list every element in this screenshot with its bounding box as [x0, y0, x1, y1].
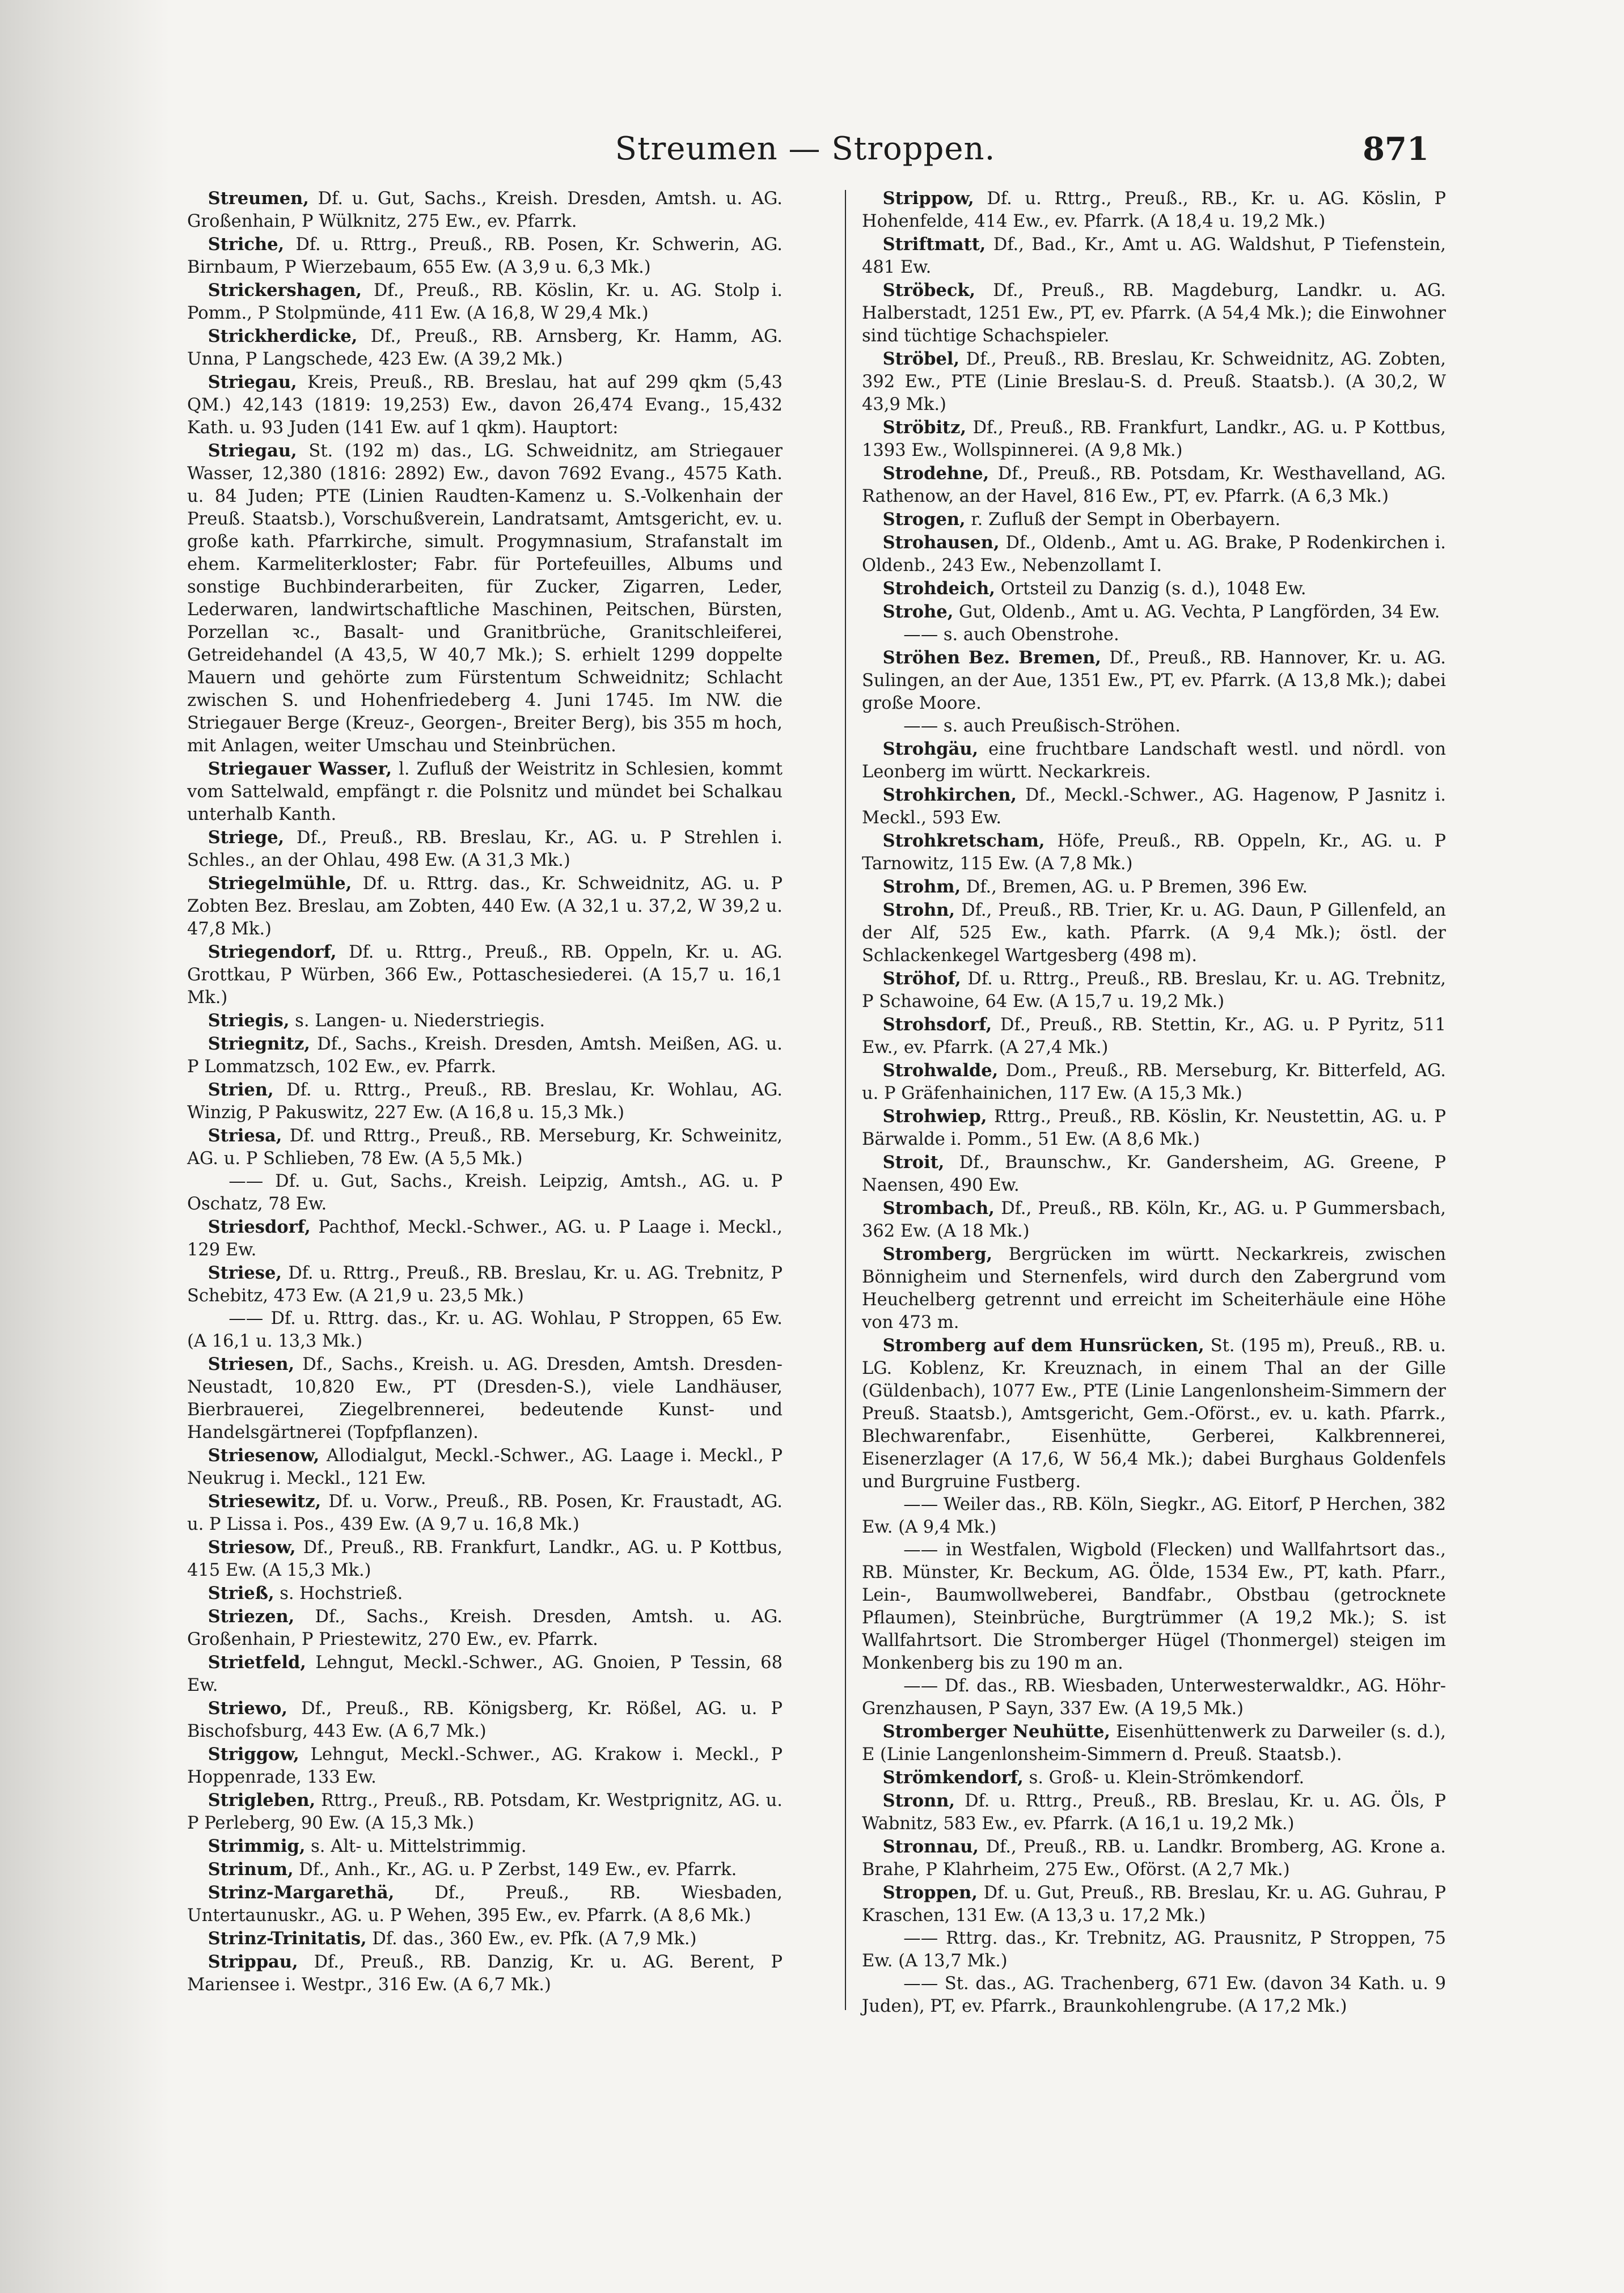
- dictionary-entry: [862, 646, 1446, 715]
- entry-text: —— St. das., AG. Trachenberg, 671 Ew. (davon 34 Kath. u. 9 Juden), PT, ev. Pfarrk., Braunkohlengrube. (A 17,2 Mk.): [862, 1974, 1446, 2016]
- entry-headword: Strohe,: [882, 602, 954, 622]
- entry-text: Df., Bad., Kr., Amt u. AG. Waldshut, P Tiefenstein, 481 Ew.: [862, 235, 1446, 277]
- entry-headword: Strimmig,: [208, 1836, 306, 1856]
- entry-headword: Streumen,: [208, 188, 309, 209]
- dictionary-entry: [862, 1720, 1446, 1766]
- entry-headword: Strohkirchen,: [882, 785, 1017, 805]
- dictionary-entry: [187, 1858, 783, 1881]
- dictionary-entry: [862, 967, 1446, 1013]
- entry-headword: Strohn,: [882, 900, 955, 920]
- entry-text: Df., Preuß., RB. Königsberg, Kr. Rößel, AG. u. P Bischofsburg, 443 Ew. (A 6,7 Mk.): [187, 1699, 783, 1741]
- entry-headword: Stromberg auf dem Hunsrücken,: [882, 1335, 1204, 1356]
- entry-text: Df. u. Rttrg., Preuß., RB. Breslau, Kr. Wohlau, AG. Winzig, P Pakuswitz, 227 Ew. (A 16,8 u. 15,3 Mk.): [187, 1080, 783, 1123]
- dictionary-entry: [862, 279, 1446, 348]
- dictionary-entry: [862, 416, 1446, 462]
- page-binding-shadow: [0, 0, 170, 2293]
- dictionary-entry: [862, 738, 1446, 784]
- entry-text: Df. u. Gut, Sachs., Kreish. Dresden, Amtsh. u. AG. Großenhain, P Wülknitz, 275 Ew., ev. Pfarrk.: [187, 189, 783, 231]
- dictionary-entry: [862, 875, 1446, 899]
- entry-headword: Striesewitz,: [208, 1491, 322, 1512]
- dictionary-entry: [187, 826, 783, 872]
- dictionary-entry: [862, 1243, 1446, 1334]
- entry-text: Df. u. Rttrg., Preuß., RB. Breslau, Kr. u. AG. Öls, P Wabnitz, 583 Ew., ev. Pfarrk. (A 16,1 u. 19,2 Mk.): [862, 1791, 1446, 1834]
- entry-text: Df. u. Rttrg., Preuß., RB., Kr. u. AG. Köslin, P Hohenfelde, 414 Ew., ev. Pfarrk. (A 18,4 u. 19,2 Mk.): [862, 189, 1446, 231]
- dictionary-entry: [187, 1697, 783, 1743]
- entry-headword: Strietfeld,: [208, 1652, 306, 1673]
- dictionary-entry: [187, 872, 783, 941]
- dictionary-entry: [862, 1197, 1446, 1243]
- dictionary-entry: [187, 1444, 783, 1490]
- dictionary-entry: [862, 1881, 1446, 1927]
- left-column: [187, 187, 783, 1996]
- dictionary-entry: [862, 1013, 1446, 1059]
- entry-text: Df. das., 360 Ew., ev. Pfk. (A 7,9 Mk.): [366, 1929, 697, 1949]
- entry-headword: Strodehne,: [882, 463, 989, 484]
- dictionary-entry: [187, 1927, 783, 1951]
- dictionary-entry: [862, 600, 1446, 624]
- entry-headword: Striegnitz,: [208, 1034, 310, 1054]
- dictionary-entry: [187, 187, 783, 233]
- entry-headword: Strohwalde,: [882, 1060, 999, 1081]
- dictionary-entry: [187, 941, 783, 1009]
- dictionary-entry: [862, 187, 1446, 233]
- dictionary-entry: [862, 1151, 1446, 1197]
- entry-text: Df. u. Rttrg., Preuß., RB. Posen, Kr. Schwerin, AG. Birnbaum, P Wierzebaum, 655 Ew. (A 3,9 u. 6,3 Mk.): [187, 235, 783, 277]
- entry-text: Df. u. Gut, Preuß., RB. Breslau, Kr. u. AG. Guhrau, P Kraschen, 131 Ew. (A 13,3 u. 17,2 Mk.): [862, 1883, 1446, 1926]
- entry-headword: Striegauer Wasser,: [208, 759, 392, 779]
- dictionary-entry: [862, 348, 1446, 416]
- dictionary-entry: [187, 1262, 783, 1308]
- dictionary-entry: [862, 1494, 1446, 1539]
- entry-headword: Striegelmühle,: [208, 873, 352, 894]
- entry-text: Df., Preuß., RB. Köln, Kr., AG. u. P Gummersbach, 362 Ew. (A 18 Mk.): [862, 1199, 1446, 1241]
- entry-headword: Stroit,: [882, 1152, 945, 1173]
- entry-text: —— s. auch Obenstrohe.: [903, 625, 1119, 645]
- entry-text: Df., Preuß., RB. Trier, Kr. u. AG. Daun, P Gillenfeld, an der Alf, 525 Ew., kath. Pfarrk. (A 9,4 Mk.); östl. der Schlackenkegel Wartgesberg (498 m).: [862, 900, 1446, 966]
- entry-text: Df. u. Rttrg., Preuß., RB. Breslau, Kr. u. AG. Trebnitz, P Schawoine, 64 Ew. (A 15,7 u. 19,2 Mk.): [862, 969, 1446, 1012]
- entry-text: Rttrg., Preuß., RB. Potsdam, Kr. Westprignitz, AG. u. P Perleberg, 90 Ew. (A 15,3 Mk.): [187, 1791, 783, 1833]
- entry-headword: Striegis,: [208, 1010, 290, 1031]
- entry-text: r. Zufluß der Sempt in Oberbayern.: [965, 510, 1281, 530]
- dictionary-entry: [862, 1927, 1446, 1973]
- dictionary-entry: [187, 233, 783, 279]
- entry-text: Dom., Preuß., RB. Merseburg, Kr. Bitterfeld, AG. u. P Gräfenhainichen, 117 Ew. (A 15,3 Mk.): [862, 1061, 1446, 1103]
- entry-text: Ortsteil zu Danzig (s. d.), 1048 Ew.: [995, 579, 1306, 599]
- dictionary-entry: [187, 1353, 783, 1444]
- dictionary-entry: [187, 1216, 783, 1262]
- entry-headword: Striesow,: [208, 1537, 296, 1558]
- entry-text: St. (195 m), Preuß., RB. u. LG. Koblenz, Kr. Kreuznach, in einem Thal an der Gille (Güldenbach), 1077 Ew., PTE (Linie Langenlonsheim-Simmern der Preuß. Staatsb.), Amtsgericht, Gem.-Oförst., ev. u. kath. Pfarrk., Blechwarenfabr., Eisenhütte, Gerberei, Kalkbrennerei, Eisenerzlager (A 17,6, W 56,4 Mk.); dabei Burghaus Goldenfels und Burgruine Fustberg.: [862, 1336, 1447, 1492]
- dictionary-entry: [862, 508, 1446, 531]
- entry-headword: Strien,: [208, 1080, 274, 1100]
- entry-headword: Strippow,: [882, 188, 974, 209]
- entry-headword: Striesa,: [208, 1126, 282, 1146]
- dictionary-entry: [187, 1308, 783, 1353]
- entry-headword: Strickherdicke,: [208, 326, 358, 346]
- entry-headword: Strinum,: [208, 1859, 294, 1880]
- entry-text: —— Weiler das., RB. Köln, Siegkr., AG. Eitorf, P Herchen, 382 Ew. (A 9,4 Mk.): [862, 1495, 1446, 1537]
- entry-text: Df., Preuß., RB. Magdeburg, Landkr. u. AG. Halberstadt, 1251 Ew., PT, ev. Pfarrk. (A 54,4 Mk.); die Einwohner sind tüchtige Schachspieler.: [862, 281, 1446, 346]
- dictionary-entry: [187, 1033, 783, 1078]
- entry-text: l. Zufluß der Weistritz in Schlesien, kommt vom Sattelwald, empfängt r. die Polsnitz und mündet bei Schalkau unterhalb Kanth.: [187, 759, 783, 824]
- entry-headword: Stromberg,: [882, 1244, 993, 1264]
- entry-headword: Ströbeck,: [882, 280, 976, 301]
- entry-text: —— Rttrg. das., Kr. Trebnitz, AG. Prausnitz, P Stroppen, 75 Ew. (A 13,7 Mk.): [862, 1928, 1446, 1971]
- entry-headword: Strohsdorf,: [882, 1014, 992, 1035]
- entry-text: Df., Meckl.-Schwer., AG. Hagenow, P Jasnitz i. Meckl., 593 Ew.: [862, 785, 1446, 828]
- dictionary-entry: [187, 439, 783, 758]
- entry-headword: Ströbitz,: [882, 417, 967, 438]
- dictionary-entry: [187, 1490, 783, 1536]
- dictionary-entry: [862, 784, 1446, 830]
- entry-headword: Strickershagen,: [208, 280, 362, 301]
- dictionary-entry: [187, 1835, 783, 1858]
- entry-text: Df. u. Rttrg., Preuß., RB. Oppeln, Kr. u. AG. Grottkau, P Würben, 366 Ew., Pottaschesiederei. (A 15,7 u. 16,1 Mk.): [187, 942, 783, 1008]
- entry-text: Df., Preuß., RB. Breslau, Kr., AG. u. P Strehlen i. Schles., an der Ohlau, 498 Ew. (A 31,3 Mk.): [187, 828, 783, 870]
- entry-text: Pachthof, Meckl.-Schwer., AG. u. P Laage i. Meckl., 129 Ew.: [187, 1217, 783, 1260]
- dictionary-entry: [187, 1605, 783, 1651]
- entry-text: Df., Oldenb., Amt u. AG. Brake, P Rodenkirchen i. Oldenb., 243 Ew., Nebenzollamt I.: [862, 533, 1446, 576]
- entry-text: Df., Preuß., RB. Potsdam, Kr. Westhavelland, AG. Rathenow, an der Havel, 816 Ew., PT, ev. Pfarrk. (A 6,3 Mk.): [862, 464, 1446, 506]
- entry-text: Df., Sachs., Kreish. Dresden, Amtsh. Meißen, AG. u. P Lommatzsch, 102 Ew., ev. Pfarrk.: [187, 1034, 783, 1077]
- entry-text: s. Hochstrieß.: [274, 1584, 403, 1604]
- entry-headword: Striege,: [208, 827, 285, 848]
- entry-text: Df., Braunschw., Kr. Gandersheim, AG. Greene, P Naensen, 490 Ew.: [862, 1153, 1446, 1195]
- entry-headword: Striewo,: [208, 1698, 287, 1719]
- dictionary-entry: [862, 830, 1446, 875]
- dictionary-entry: [862, 624, 1446, 646]
- entry-headword: Strinz-Trinitatis,: [208, 1928, 367, 1949]
- dictionary-entry: [862, 1835, 1446, 1881]
- entry-text: Kreis, Preuß., RB. Breslau, hat auf 299 qkm (5,43 QM.) 42,143 (1819: 19,253) Ew., davon 26,474 Evang., 15,432 Kath. u. 93 Juden (141 Ew. auf 1 qkm). Hauptort:: [187, 373, 783, 438]
- entry-text: —— s. auch Preußisch-Ströhen.: [903, 716, 1181, 736]
- entry-text: Df., Preuß., RB. Danzig, Kr. u. AG. Berent, P Mariensee i. Westpr., 316 Ew. (A 6,7 Mk.): [187, 1952, 783, 1995]
- dictionary-entry: [862, 1334, 1446, 1494]
- entry-headword: Striesen,: [208, 1354, 295, 1374]
- dictionary-entry: [862, 1766, 1446, 1789]
- entry-text: —— Df. das., RB. Wiesbaden, Unterwesterwaldkr., AG. Höhr-Grenzhausen, P Sayn, 337 Ew. (A 19,5 Mk.): [862, 1676, 1446, 1719]
- entry-headword: Striegau,: [208, 441, 297, 461]
- entry-text: Allodialgut, Meckl.-Schwer., AG. Laage i. Meckl., P Neukrug i. Meckl., 121 Ew.: [187, 1446, 783, 1488]
- entry-text: Höfe, Preuß., RB. Oppeln, Kr., AG. u. P Tarnowitz, 115 Ew. (A 7,8 Mk.): [862, 831, 1446, 874]
- dictionary-entry: [187, 325, 783, 371]
- entry-headword: Striegau,: [208, 372, 297, 392]
- entry-headword: Strömkendorf,: [882, 1767, 1024, 1788]
- entry-text: Df., Sachs., Kreish. Dresden, Amtsh. u. AG. Großenhain, P Priestewitz, 270 Ew., ev. Pfarrk.: [187, 1607, 783, 1649]
- entry-headword: Striese,: [208, 1263, 282, 1283]
- dictionary-entry: [862, 1789, 1446, 1835]
- entry-headword: Strohausen,: [882, 532, 1000, 553]
- dictionary-entry: [187, 1743, 783, 1789]
- dictionary-entry: [187, 279, 783, 325]
- entry-headword: Ströhen Bez. Bremen,: [882, 648, 1102, 668]
- entry-headword: Ströhof,: [882, 968, 961, 989]
- entry-text: Df., Preuß., RB. Stettin, Kr., AG. u. P Pyritz, 511 Ew., ev. Pfarrk. (A 27,4 Mk.): [862, 1015, 1446, 1057]
- dictionary-entry: [187, 1536, 783, 1582]
- entry-text: Bergrücken im württ. Neckarkreis, zwischen Bönnigheim und Sternenfels, wird durch den Zabergrund vom Heuchelberg getrennt und erreicht im Scheiterhäule eine Höhe von 473 m.: [862, 1245, 1446, 1332]
- entry-text: Df. u. Rttrg. das., Kr. Schweidnitz, AG. u. P Zobten Bez. Breslau, am Zobten, 440 Ew. (A 32,1 u. 37,2, W 39,2 u. 47,8 Mk.): [187, 874, 783, 939]
- entry-text: Lehngut, Meckl.-Schwer., AG. Krakow i. Meckl., P Hoppenrade, 133 Ew.: [187, 1745, 783, 1787]
- entry-text: Df. und Rttrg., Preuß., RB. Merseburg, Kr. Schweinitz, AG. u. P Schlieben, 78 Ew. (A 5,5 Mk.): [187, 1126, 783, 1169]
- dictionary-entry: [187, 1789, 783, 1835]
- entry-headword: Striche,: [208, 234, 285, 255]
- entry-text: Gut, Oldenb., Amt u. AG. Vechta, P Langförden, 34 Ew.: [953, 602, 1440, 622]
- dictionary-entry: [862, 1059, 1446, 1105]
- entry-headword: Strieß,: [208, 1583, 274, 1604]
- entry-text: Df., Preuß., RB. Arnsberg, Kr. Hamm, AG. Unna, P Langschede, 423 Ew. (A 39,2 Mk.): [187, 327, 783, 369]
- dictionary-entry: [862, 715, 1446, 738]
- dictionary-entry: [187, 1170, 783, 1216]
- entry-headword: Stromberger Neuhütte,: [882, 1721, 1111, 1742]
- entry-headword: Strohdeich,: [882, 578, 995, 599]
- entry-text: eine fruchtbare Landschaft westl. und nördl. von Leonberg im württ. Neckarkreis.: [862, 739, 1446, 782]
- entry-headword: Strohwiep,: [882, 1106, 987, 1127]
- dictionary-entry: [187, 1009, 783, 1033]
- entry-headword: Striesenow,: [208, 1445, 320, 1466]
- entry-text: Df., Preuß., RB. Wiesbaden, Untertaunuskr., AG. u. P Wehen, 395 Ew., ev. Pfarrk. (A 8,6 Mk.): [187, 1883, 783, 1926]
- entry-text: s. Groß- u. Klein-Strömkendorf.: [1023, 1768, 1305, 1788]
- entry-headword: Stronn,: [882, 1791, 955, 1811]
- entry-text: Df. u. Vorw., Preuß., RB. Posen, Kr. Fraustadt, AG. u. P Lissa i. Pos., 439 Ew. (A 9,7 u. 16,8 Mk.): [187, 1492, 783, 1534]
- entry-headword: Stronnau,: [882, 1837, 979, 1857]
- entry-text: Df., Preuß., RB. Frankfurt, Landkr., AG. u. P Kottbus, 415 Ew. (A 15,3 Mk.): [187, 1538, 783, 1580]
- dictionary-entry: [862, 531, 1446, 577]
- entry-text: Rttrg., Preuß., RB. Köslin, Kr. Neustettin, AG. u. P Bärwalde i. Pomm., 51 Ew. (A 8,6 Mk.): [862, 1107, 1446, 1149]
- entry-headword: Strogen,: [882, 509, 966, 530]
- entry-headword: Strohm,: [882, 877, 961, 897]
- entry-text: Lehngut, Meckl.-Schwer., AG. Gnoien, P Tessin, 68 Ew.: [187, 1653, 783, 1695]
- entry-text: St. (192 m) das., LG. Schweidnitz, am Striegauer Wasser, 12,380 (1816: 2892) Ew., davon 7692 Evang., 4575 Kath. u. 84 Juden; PTE (Linien Raudten-Kamenz u. S.-Volkenhain der Preuß. Staatsb.), Vorschußverein, Landratsamt, Amtsgericht, ev. u. große kath. Pfarrkirche, simult. Progymnasium, Strafanstalt im ehem. Karmeliterkloster; Fabr. für Portefeuilles, Albums und sonstige Buchbinderarbeiten, für Zucker, Zigarren, Leder, Lederwaren, landwirtschaftliche Maschinen, Peitschen, Bürsten, Porzellan ꝛc., Basalt- und Granitbrüche, Granitschleiferei, Getreidehandel (A 43,5, W 40,7 Mk.); S. erhielt 1299 doppelte Mauern und gehörte zum Fürstentum Schweidnitz; Schlacht zwischen S. und Hohenfriedeberg 4. Juni 1745. Im NW. die Striegauer Berge (Kreuz-, Georgen-, Breiter Berg), bis 355 m hoch, mit Anlagen, weiter Umschau und Steinbrüchen.: [187, 441, 783, 756]
- dictionary-entry: [862, 899, 1446, 967]
- dictionary-entry: [862, 1539, 1446, 1675]
- entry-headword: Striezen,: [208, 1606, 295, 1627]
- entry-text: Df., Preuß., RB. Köslin, Kr. u. AG. Stolp i. Pomm., P Stolpmünde, 411 Ew. (A 16,8, W 29,4 Mk.): [187, 281, 783, 323]
- entry-headword: Striggow,: [208, 1744, 299, 1765]
- entry-text: Df., Preuß., RB. Hannover, Kr. u. AG. Sulingen, an der Aue, 1351 Ew., PT, ev. Pfarrk. (A 13,8 Mk.); dabei große Moore.: [862, 648, 1446, 713]
- dictionary-entry: [187, 1951, 783, 1996]
- dictionary-entry: [862, 577, 1446, 600]
- entry-headword: Striesdorf,: [208, 1217, 311, 1237]
- entry-text: —— Df. u. Gut, Sachs., Kreish. Leipzig, Amtsh., AG. u. P Oschatz, 78 Ew.: [187, 1171, 783, 1214]
- entry-text: Eisenhüttenwerk zu Darweiler (s. d.), E (Linie Langenlonsheim-Simmern d. Preuß. Staatsb.).: [862, 1722, 1446, 1765]
- dictionary-entry: [862, 1675, 1446, 1720]
- dictionary-entry: [187, 1582, 783, 1605]
- entry-headword: Ströbel,: [882, 349, 960, 369]
- dictionary-entry: [862, 462, 1446, 508]
- entry-text: Df., Bremen, AG. u. P Bremen, 396 Ew.: [961, 877, 1308, 897]
- entry-headword: Strippau,: [208, 1952, 298, 1972]
- entry-text: s. Langen- u. Niederstriegis.: [289, 1011, 545, 1031]
- entry-headword: Stroppen,: [882, 1882, 978, 1903]
- dictionary-entry: [862, 1105, 1446, 1151]
- entry-headword: Strinz-Margarethä,: [208, 1882, 395, 1903]
- page-number: 871: [1363, 130, 1429, 168]
- entry-headword: Strigleben,: [208, 1790, 316, 1810]
- dictionary-entry: [862, 1973, 1446, 2018]
- entry-text: s. Alt- u. Mittelstrimmig.: [305, 1837, 527, 1856]
- dictionary-entry: [187, 1651, 783, 1697]
- entry-headword: Strohkretscham,: [882, 831, 1045, 851]
- entry-headword: Strombach,: [882, 1198, 995, 1219]
- running-title: Streumen — Stroppen.: [615, 130, 996, 167]
- entry-text: Df. u. Rttrg., Preuß., RB. Breslau, Kr. u. AG. Trebnitz, P Schebitz, 473 Ew. (A 21,9 u. 23,5 Mk.): [187, 1263, 783, 1306]
- entry-headword: Strohgäu,: [882, 739, 979, 759]
- entry-text: —— in Westfalen, Wigbold (Flecken) und Wallfahrtsort das., RB. Münster, Kr. Beckum, AG. Ölde, 1534 Ew., PT, kath. Pfarr., Lein-, Baumwollweberei, Bandfabr., Obstbau (getrocknete Pflaumen), Steinbrüche, Burgtrümmer (A 19,2 Mk.); S. ist Wallfahrtsort. Die Stromberger Hügel (Thonmergel) steigen im Monkenberg bis zu 190 m an.: [862, 1540, 1446, 1673]
- right-column: [862, 187, 1446, 2018]
- dictionary-entry: [187, 371, 783, 439]
- dictionary-entry: [862, 233, 1446, 279]
- dictionary-entry: [187, 758, 783, 826]
- entry-text: Df., Preuß., RB. Breslau, Kr. Schweidnitz, AG. Zobten, 392 Ew., PTE (Linie Breslau-S. d. Preuß. Staatsb.). (A 30,2, W 43,9 Mk.): [862, 349, 1446, 414]
- dictionary-entry: [187, 1078, 783, 1124]
- entry-headword: Striegendorf,: [208, 942, 337, 962]
- entry-text: Df., Preuß., RB. Frankfurt, Landkr., AG. u. P Kottbus, 1393 Ew., Wollspinnerei. (A 9,8 Mk.): [862, 418, 1446, 460]
- page-header: [187, 130, 1429, 181]
- entry-text: Df., Anh., Kr., AG. u. P Zerbst, 149 Ew., ev. Pfarrk.: [293, 1860, 737, 1880]
- entry-text: Df., Preuß., RB. u. Landkr. Bromberg, AG. Krone a. Brahe, P Klahrheim, 275 Ew., Oförst. (A 2,7 Mk.): [862, 1837, 1446, 1880]
- dictionary-entry: [187, 1124, 783, 1170]
- entry-headword: Striftmatt,: [882, 234, 986, 255]
- entry-text: —— Df. u. Rttrg. das., Kr. u. AG. Wohlau, P Stroppen, 65 Ew. (A 16,1 u. 13,3 Mk.): [187, 1309, 783, 1351]
- entry-text: Df., Sachs., Kreish. u. AG. Dresden, Amtsh. Dresden-Neustadt, 10,820 Ew., PT (Dresden-S.), viele Landhäuser, Bierbrauerei, Ziegelbrennerei, bedeutende Kunst- und Handelsgärtnerei (Topfpflanzen).: [187, 1355, 783, 1442]
- column-divider: [845, 190, 846, 2010]
- dictionary-entry: [187, 1881, 783, 1927]
